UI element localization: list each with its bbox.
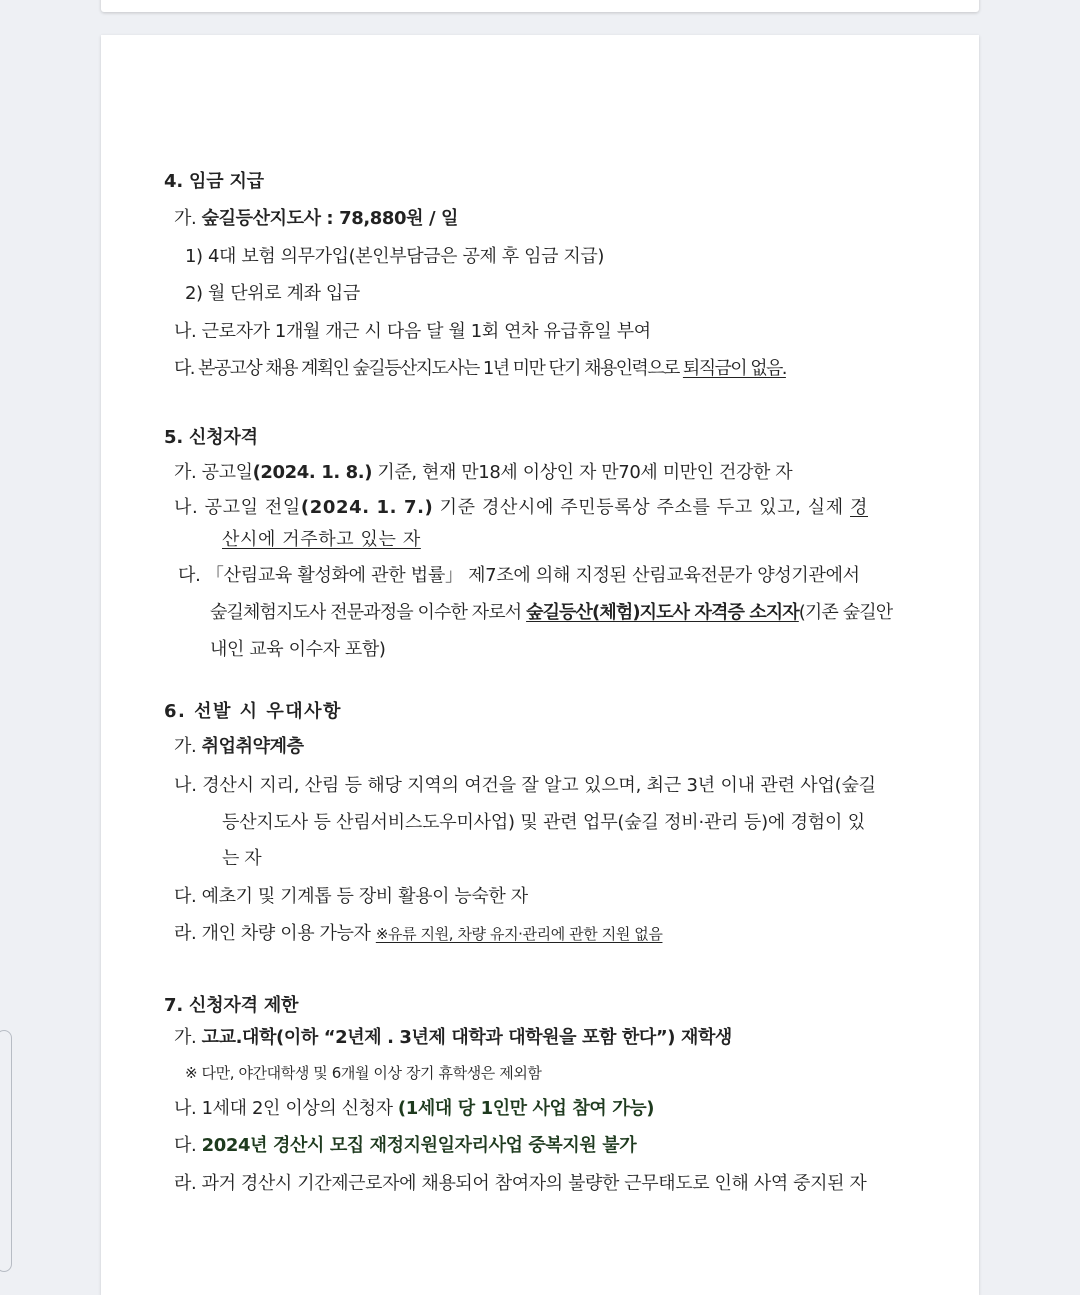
document-page — [101, 35, 979, 1295]
sec6-item-a: 가. 취업취약계층 — [174, 736, 304, 757]
side-scroll-handle[interactable] — [0, 1030, 12, 1272]
sec4-item-a1: 1) 4대 보험 의무가입(본인부담금은 공제 후 임금 지급) — [185, 246, 604, 267]
sec7-item-a-note: ※ 다만, 야간대학생 및 6개월 이상 장기 휴학생은 제외함 — [185, 1064, 542, 1082]
section-6-title: 6. 선발 시 우대사항 — [164, 701, 342, 722]
section-7-title: 7. 신청자격 제한 — [164, 995, 299, 1016]
sec5-item-c-line1: 다. 「산림교육 활성화에 관한 법률」 제7조에 의해 지정된 산림교육전문가 양성기관에서 — [178, 565, 860, 586]
certificate-requirement: 숲길등산(체험)지도사 자격증 소지자 — [526, 602, 799, 623]
sec5-item-b-cont: 산시에 거주하고 있는 자 — [222, 529, 421, 550]
sec5-item-a: 가. 공고일(2024. 1. 8.) 기준, 현재 만18세 이상인 자 만70세 미만인 건강한 자 — [174, 462, 793, 483]
sec7-item-b: 나. 1세대 2인 이상의 신청자 (1세대 당 1인만 사업 참여 가능) — [174, 1098, 655, 1119]
sec4-item-a2: 2) 월 단위로 계좌 입금 — [185, 283, 360, 304]
severance-note: 퇴직금이 없음. — [682, 358, 786, 379]
sec5-item-c-line2: 숲길체험지도사 전문과정을 이수한 자로서 숲길등산(체험)지도사 자격증 소지자(기존 숲길안 — [210, 602, 893, 623]
wage-amount: 숲길등산지도사 : 78,880원 / 일 — [201, 208, 459, 229]
vehicle-note: ※유류 지원, 차량 유지·관리에 관한 지원 없음 — [375, 925, 663, 943]
sec6-item-b-line2: 등산지도사 등 산림서비스도우미사업) 및 관련 업무(숲길 정비·관리 등)에 경험이 있 — [222, 812, 865, 833]
sec4-item-a: 가. 숲길등산지도사 : 78,880원 / 일 — [174, 208, 459, 229]
sec6-item-b-line3: 는 자 — [222, 848, 262, 869]
sec4-item-c: 다. 본공고상 채용 계획인 숲길등산지도사는 1년 미만 단기 채용인력으로 퇴직금이 없음. — [174, 358, 786, 379]
sec7-item-a: 가. 고교.대학(이하 “2년제 . 3년제 대학과 대학원을 포함 한다”) 재학생 — [174, 1027, 732, 1048]
sec6-item-d: 라. 개인 차량 이용 가능자 ※유류 지원, 차량 유지·관리에 관한 지원 없음 — [174, 923, 663, 944]
sec5-item-b: 나. 공고일 전일(2024. 1. 7.) 기준 경산시에 주민등록상 주소를 두고 있고, 실제 경 — [174, 497, 869, 518]
sec5-item-c-line3: 내인 교육 이수자 포함) — [210, 639, 386, 660]
sec6-item-c: 다. 예초기 및 기계톱 등 장비 활용이 능숙한 자 — [174, 886, 528, 907]
sec7-item-d: 라. 과거 경산시 기간제근로자에 채용되어 참여자의 불량한 근무태도로 인해 사역 중지된 자 — [174, 1173, 867, 1194]
section-5-title: 5. 신청자격 — [164, 427, 258, 448]
sec6-item-b-line1: 나. 경산시 지리, 산림 등 해당 지역의 여건을 잘 알고 있으며, 최근 3년 이내 관련 사업(숲길 — [174, 775, 876, 796]
sec4-item-b: 나. 근로자가 1개월 개근 시 다음 달 월 1회 연차 유급휴일 부여 — [174, 321, 651, 342]
previous-page-edge — [101, 0, 979, 12]
section-4-title: 4. 임금 지급 — [164, 171, 264, 192]
sec7-item-c: 다. 2024년 경산시 모집 재정지원일자리사업 중복지원 불가 — [174, 1135, 637, 1156]
